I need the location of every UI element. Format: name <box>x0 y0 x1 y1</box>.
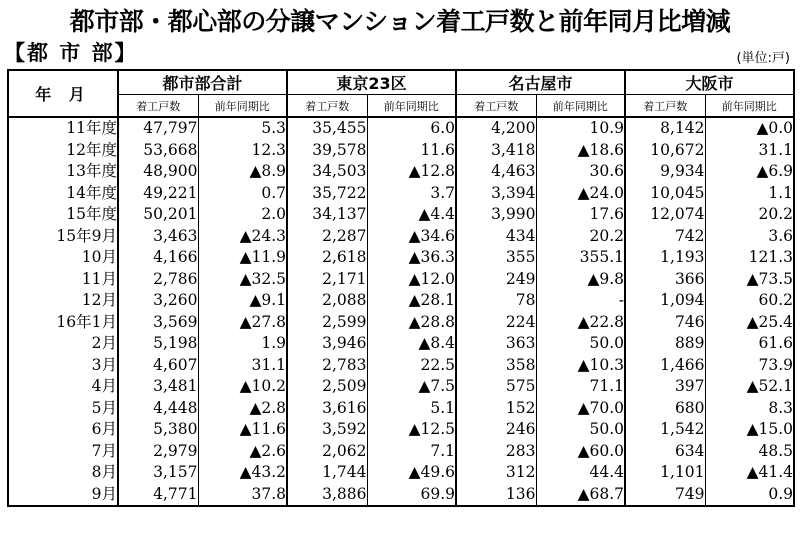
cell-urban-yoy: 1.9 <box>198 333 287 355</box>
table-row <box>8 140 794 162</box>
sub-header-yoy: 前年同期比 <box>367 95 456 118</box>
cell-tokyo-yoy: 7.1 <box>367 441 456 463</box>
sub-header-yoy: 前年同期比 <box>705 95 794 118</box>
cell-tokyo-starts: 1,744 <box>287 462 367 484</box>
cell-urban-starts: 3,463 <box>118 226 198 248</box>
cell-nagoya-starts: 224 <box>456 312 536 334</box>
cell-tokyo-starts: 34,503 <box>287 161 367 183</box>
cell-tokyo-yoy: 69.9 <box>367 484 456 507</box>
cell-nagoya-yoy: ▲68.7 <box>536 484 625 507</box>
group-header-row <box>8 70 794 95</box>
cell-tokyo-starts: 35,455 <box>287 117 367 140</box>
cell-osaka-yoy: ▲0.0 <box>705 117 794 140</box>
group-header-osaka: 大阪市 <box>625 70 794 95</box>
table-row <box>8 419 794 441</box>
cell-urban-yoy: ▲27.8 <box>198 312 287 334</box>
cell-nagoya-yoy: 71.1 <box>536 376 625 398</box>
cell-urban-starts: 3,157 <box>118 462 198 484</box>
cell-osaka-starts: 742 <box>625 226 705 248</box>
cell-urban-yoy: ▲2.6 <box>198 441 287 463</box>
cell-urban-yoy: ▲2.8 <box>198 398 287 420</box>
cell-nagoya-yoy: - <box>536 290 625 312</box>
table-row <box>8 269 794 291</box>
cell-tokyo-starts: 2,618 <box>287 247 367 269</box>
cell-nagoya-starts: 363 <box>456 333 536 355</box>
cell-nagoya-starts: 4,463 <box>456 161 536 183</box>
cell-tokyo-starts: 2,599 <box>287 312 367 334</box>
group-header-nagoya: 名古屋市 <box>456 70 625 95</box>
cell-nagoya-yoy: 50.0 <box>536 333 625 355</box>
cell-nagoya-starts: 355 <box>456 247 536 269</box>
cell-nagoya-yoy: 10.9 <box>536 117 625 140</box>
cell-nagoya-starts: 136 <box>456 484 536 507</box>
cell-osaka-starts: 397 <box>625 376 705 398</box>
cell-osaka-starts: 1,466 <box>625 355 705 377</box>
cell-tokyo-yoy: 3.7 <box>367 183 456 205</box>
cell-tokyo-yoy: ▲28.8 <box>367 312 456 334</box>
cell-urban-starts: 50,201 <box>118 204 198 226</box>
cell-nagoya-yoy: ▲10.3 <box>536 355 625 377</box>
cell-osaka-yoy: 1.1 <box>705 183 794 205</box>
cell-urban-yoy: 0.7 <box>198 183 287 205</box>
table-row <box>8 312 794 334</box>
cell-nagoya-yoy: ▲18.6 <box>536 140 625 162</box>
sub-header-starts: 着工戸数 <box>625 95 705 118</box>
row-period-label: 11年度 <box>66 119 117 138</box>
cell-tokyo-yoy: ▲34.6 <box>367 226 456 248</box>
cell-osaka-yoy: 3.6 <box>705 226 794 248</box>
cell-urban-yoy: 2.0 <box>198 204 287 226</box>
cell-urban-starts: 49,221 <box>118 183 198 205</box>
cell-urban-starts: 53,668 <box>118 140 198 162</box>
cell-tokyo-yoy: ▲7.5 <box>367 376 456 398</box>
cell-tokyo-starts: 3,886 <box>287 484 367 507</box>
cell-osaka-starts: 10,045 <box>625 183 705 205</box>
table-row <box>8 117 794 140</box>
cell-nagoya-yoy: ▲24.0 <box>536 183 625 205</box>
table-row <box>8 183 794 205</box>
cell-osaka-starts: 746 <box>625 312 705 334</box>
cell-osaka-yoy: 121.3 <box>705 247 794 269</box>
cell-tokyo-starts: 39,578 <box>287 140 367 162</box>
cell-urban-starts: 4,166 <box>118 247 198 269</box>
cell-nagoya-starts: 249 <box>456 269 536 291</box>
row-period-label: 16年1月 <box>56 312 117 331</box>
cell-osaka-yoy: ▲6.9 <box>705 161 794 183</box>
cell-osaka-starts: 366 <box>625 269 705 291</box>
cell-urban-starts: 48,900 <box>118 161 198 183</box>
cell-osaka-yoy: 61.6 <box>705 333 794 355</box>
cell-urban-yoy: ▲11.6 <box>198 419 287 441</box>
cell-tokyo-starts: 2,287 <box>287 226 367 248</box>
cell-osaka-yoy: 48.5 <box>705 441 794 463</box>
cell-urban-yoy: ▲24.3 <box>198 226 287 248</box>
row-period-label: 9月 <box>91 484 117 503</box>
cell-urban-starts: 4,771 <box>118 484 198 507</box>
cell-osaka-yoy: ▲41.4 <box>705 462 794 484</box>
table-row <box>8 226 794 248</box>
cell-urban-yoy: ▲11.9 <box>198 247 287 269</box>
cell-nagoya-yoy: 17.6 <box>536 204 625 226</box>
cell-tokyo-yoy: 11.6 <box>367 140 456 162</box>
sub-header-starts: 着工戸数 <box>118 95 198 118</box>
table-row <box>8 333 794 355</box>
cell-tokyo-yoy: ▲8.4 <box>367 333 456 355</box>
cell-urban-yoy: ▲10.2 <box>198 376 287 398</box>
cell-urban-yoy: ▲9.1 <box>198 290 287 312</box>
cell-tokyo-starts: 35,722 <box>287 183 367 205</box>
cell-osaka-yoy: 0.9 <box>705 484 794 507</box>
cell-nagoya-yoy: 30.6 <box>536 161 625 183</box>
cell-urban-starts: 4,448 <box>118 398 198 420</box>
cell-osaka-yoy: ▲52.1 <box>705 376 794 398</box>
cell-urban-yoy: 37.8 <box>198 484 287 507</box>
cell-nagoya-starts: 312 <box>456 462 536 484</box>
sub-header-starts: 着工戸数 <box>456 95 536 118</box>
row-period-label: 4月 <box>91 377 117 396</box>
cell-urban-starts: 2,786 <box>118 269 198 291</box>
cell-nagoya-starts: 358 <box>456 355 536 377</box>
cell-urban-starts: 3,481 <box>118 376 198 398</box>
cell-nagoya-starts: 78 <box>456 290 536 312</box>
row-period-label: 10月 <box>81 248 117 267</box>
cell-tokyo-starts: 3,616 <box>287 398 367 420</box>
cell-urban-starts: 5,380 <box>118 419 198 441</box>
cell-osaka-starts: 10,672 <box>625 140 705 162</box>
table-row <box>8 290 794 312</box>
cell-nagoya-starts: 283 <box>456 441 536 463</box>
cell-urban-yoy: 31.1 <box>198 355 287 377</box>
cell-tokyo-yoy: ▲12.5 <box>367 419 456 441</box>
row-period-label: 7月 <box>91 441 117 460</box>
cell-tokyo-starts: 3,946 <box>287 333 367 355</box>
table-row <box>8 484 794 507</box>
cell-osaka-yoy: ▲25.4 <box>705 312 794 334</box>
cell-tokyo-yoy: ▲36.3 <box>367 247 456 269</box>
row-period-label: 15年度 <box>66 205 117 224</box>
row-period-label: 15年9月 <box>56 226 117 245</box>
cell-nagoya-starts: 246 <box>456 419 536 441</box>
row-period-label: 14年度 <box>66 183 117 202</box>
cell-nagoya-yoy: 20.2 <box>536 226 625 248</box>
cell-urban-starts: 3,569 <box>118 312 198 334</box>
cell-osaka-yoy: 73.9 <box>705 355 794 377</box>
cell-nagoya-yoy: 355.1 <box>536 247 625 269</box>
cell-nagoya-starts: 3,418 <box>456 140 536 162</box>
table-row <box>8 398 794 420</box>
cell-tokyo-starts: 34,137 <box>287 204 367 226</box>
cell-osaka-starts: 9,934 <box>625 161 705 183</box>
cell-tokyo-yoy: ▲4.4 <box>367 204 456 226</box>
sub-header-row <box>8 95 794 118</box>
row-period-label: 13年度 <box>66 162 117 181</box>
table-row <box>8 462 794 484</box>
cell-osaka-yoy: 31.1 <box>705 140 794 162</box>
cell-tokyo-yoy: ▲28.1 <box>367 290 456 312</box>
cell-nagoya-starts: 434 <box>456 226 536 248</box>
row-period-label: 5月 <box>91 398 117 417</box>
cell-nagoya-yoy: 44.4 <box>536 462 625 484</box>
cell-nagoya-yoy: ▲60.0 <box>536 441 625 463</box>
cell-nagoya-yoy: ▲70.0 <box>536 398 625 420</box>
cell-nagoya-yoy: 50.0 <box>536 419 625 441</box>
table-row <box>8 204 794 226</box>
table-row <box>8 161 794 183</box>
cell-urban-yoy: ▲8.9 <box>198 161 287 183</box>
cell-nagoya-starts: 3,990 <box>456 204 536 226</box>
cell-tokyo-yoy: ▲12.8 <box>367 161 456 183</box>
group-header-urban-total: 都市部合計 <box>118 70 287 95</box>
cell-tokyo-yoy: 22.5 <box>367 355 456 377</box>
cell-urban-starts: 4,607 <box>118 355 198 377</box>
cell-nagoya-starts: 575 <box>456 376 536 398</box>
table-body <box>8 117 794 506</box>
group-header-tokyo-23-wards: 東京23区 <box>287 70 456 95</box>
cell-osaka-starts: 1,101 <box>625 462 705 484</box>
sub-header-yoy: 前年同期比 <box>198 95 287 118</box>
table-row <box>8 355 794 377</box>
row-period-label: 12年度 <box>66 140 117 159</box>
cell-nagoya-starts: 4,200 <box>456 117 536 140</box>
cell-tokyo-yoy: 6.0 <box>367 117 456 140</box>
cell-osaka-yoy: ▲15.0 <box>705 419 794 441</box>
cell-tokyo-starts: 2,509 <box>287 376 367 398</box>
unit-label: (単位:戸) <box>736 51 790 66</box>
table-row <box>8 441 794 463</box>
cell-nagoya-starts: 152 <box>456 398 536 420</box>
cell-urban-starts: 5,198 <box>118 333 198 355</box>
cell-osaka-starts: 680 <box>625 398 705 420</box>
row-period-label: 11月 <box>81 269 117 288</box>
cell-urban-yoy: 5.3 <box>198 117 287 140</box>
cell-osaka-starts: 1,094 <box>625 290 705 312</box>
year-month-header: 年 月 <box>8 70 118 117</box>
cell-urban-starts: 3,260 <box>118 290 198 312</box>
cell-osaka-starts: 889 <box>625 333 705 355</box>
cell-tokyo-starts: 2,171 <box>287 269 367 291</box>
cell-tokyo-starts: 3,592 <box>287 419 367 441</box>
cell-osaka-yoy: 60.2 <box>705 290 794 312</box>
row-period-label: 3月 <box>91 355 117 374</box>
cell-urban-yoy: ▲32.5 <box>198 269 287 291</box>
sub-header-starts: 着工戸数 <box>287 95 367 118</box>
cell-nagoya-yoy: ▲9.8 <box>536 269 625 291</box>
cell-osaka-yoy: ▲73.5 <box>705 269 794 291</box>
cell-osaka-starts: 12,074 <box>625 204 705 226</box>
table-row <box>8 376 794 398</box>
cell-osaka-starts: 634 <box>625 441 705 463</box>
cell-urban-starts: 2,979 <box>118 441 198 463</box>
cell-osaka-yoy: 8.3 <box>705 398 794 420</box>
cell-tokyo-yoy: 5.1 <box>367 398 456 420</box>
cell-tokyo-yoy: ▲49.6 <box>367 462 456 484</box>
cell-urban-starts: 47,797 <box>118 117 198 140</box>
cell-osaka-yoy: 20.2 <box>705 204 794 226</box>
cell-osaka-starts: 749 <box>625 484 705 507</box>
table-row <box>8 247 794 269</box>
cell-tokyo-starts: 2,088 <box>287 290 367 312</box>
cell-osaka-starts: 1,542 <box>625 419 705 441</box>
row-period-label: 2月 <box>91 334 117 353</box>
cell-osaka-starts: 8,142 <box>625 117 705 140</box>
housing-starts-table <box>7 69 795 507</box>
cell-tokyo-starts: 2,783 <box>287 355 367 377</box>
cell-tokyo-starts: 2,062 <box>287 441 367 463</box>
row-period-label: 12月 <box>81 291 117 310</box>
cell-osaka-starts: 1,193 <box>625 247 705 269</box>
cell-urban-yoy: ▲43.2 <box>198 462 287 484</box>
row-period-label: 8月 <box>91 463 117 482</box>
page-title: 都市部・都心部の分譲マンション着工戸数と前年同月比増減 <box>69 7 731 36</box>
sub-header-yoy: 前年同期比 <box>536 95 625 118</box>
row-period-label: 6月 <box>91 420 117 439</box>
cell-nagoya-yoy: ▲22.8 <box>536 312 625 334</box>
cell-urban-yoy: 12.3 <box>198 140 287 162</box>
cell-tokyo-yoy: ▲12.0 <box>367 269 456 291</box>
section-label: 【都 市 部】 <box>4 41 138 65</box>
cell-nagoya-starts: 3,394 <box>456 183 536 205</box>
